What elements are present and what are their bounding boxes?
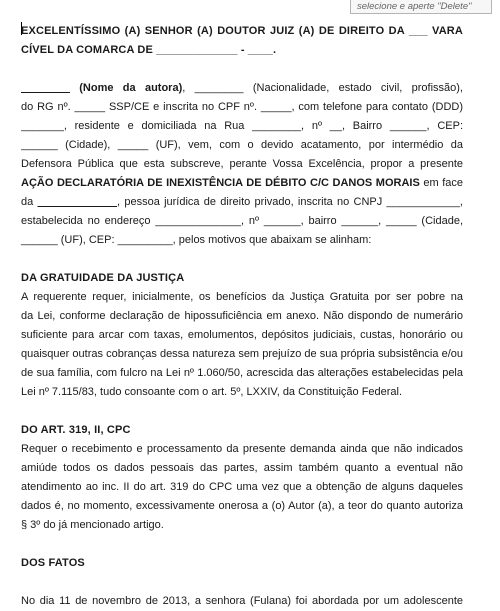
qualification-line: AÇÃO DECLARATÓRIA DE INEXISTÊNCIA DE DÉBITO C/C DANOS MORAIS em face [21,177,463,189]
qualification-line: ________ (Nome da autora), ________ (Nacionalidade, estado civil, profissão), [21,82,463,94]
section-heading-gratuidade: DA GRATUIDADE DA JUSTIÇA [21,272,185,284]
delete-hint-tooltip: selecione e aperte "Delete" [350,0,492,14]
paragraph-line: No dia 11 de novembro de 2013, a senhora (Fulana) foi abordada por um adolescente [21,595,463,607]
paragraph-line: atendimento ao inc. II do art. 319 do CPC uma vez que a obtenção de alguns daqueles [21,481,463,493]
author-name-placeholder: (Nome da autora) [79,82,183,94]
paragraph-line: Requer o recebimento e processamento da presente demanda ainda que não indicados [21,443,463,455]
qualification-paragraph [21,79,463,250]
section-fatos-text [21,592,463,611]
court-address-line-1: EXCELENTÍSSIMO (A) SENHOR (A) DOUTOR JUIZ (A) DE DIREITO DA ___ VARA [21,25,463,37]
action-title: AÇÃO DECLARATÓRIA DE INEXISTÊNCIA DE DÉBITO C/C DANOS MORAIS [21,177,420,189]
paragraph-line: de sua família, com fulcro na Lei nº 1.060/50, acrescida das alterações estabelecidas pela [21,367,463,379]
section-art-319-text [21,440,463,535]
paragraph-line: Lei nº 7.115/83, tudo consoante com o art. 5º, LXXIV, da Constituição Federal. [21,386,403,398]
section-gratuidade-text [21,288,463,402]
qualification-line: _______, residente e domiciliada na Rua ________, nº __, Bairro ______, CEP: [21,120,463,132]
qualification-line: estabelecida no endereço ______________, nº ______, bairro ______, _____ (Cidade, [21,215,463,227]
qualification-line: Defensora Pública que esta subscreve, perante Vossa Excelência, propor a presente [21,158,463,170]
defendant-blank: _____________ [37,196,118,208]
qualification-line: da _____________, pessoa jurídica de direito privado, inscrita no CNPJ ____________, [21,196,463,208]
qualification-line: ______ (UF), CEP: _________, pelos motivos que abaixam se alinham: [21,234,372,246]
paragraph-line: quaisquer outras cobranças dessa natureza sem prejuízo de sua própria subsistência e/ou [21,348,463,360]
document-body[interactable] [21,22,463,611]
qualification-line: ______ (Cidade), _____ (UF), vem, com o devido acatamento, por intermédio da [21,139,463,151]
qualification-line: do RG nº. _____ SSP/CE e inscrita no CPF nº. _____, com telefone para contato (DDD) [21,101,463,113]
section-heading-art-319: DO ART. 319, II, CPC [21,424,131,436]
paragraph-line: A requerente requer, inicialmente, os benefícios da Justiça Gratuita por ser pobre na [21,291,463,303]
paragraph-line: § 3º do já mencionado artigo. [21,519,164,531]
author-blank: ________ [21,82,70,94]
paragraph-line: da Lei, conforme declaração de hipossuficiência em anexo. Não dispondo de numerário [21,310,463,322]
paragraph-line: dados é, no momento, excessivamente onerosa a (o) Autor (a), a teor do quanto autoriza [21,500,463,512]
paragraph-line: amiúde todos os dados pessoais das partes, assim também quanto a eventual não [21,462,463,474]
section-heading-fatos: DOS FATOS [21,557,85,569]
court-address-line-2: CÍVEL DA COMARCA DE _____________ - ____. [21,44,277,56]
paragraph-line: suficiente para arcar com taxas, emolumentos, depósitos judiciais, custas, honorário ou [21,329,463,341]
